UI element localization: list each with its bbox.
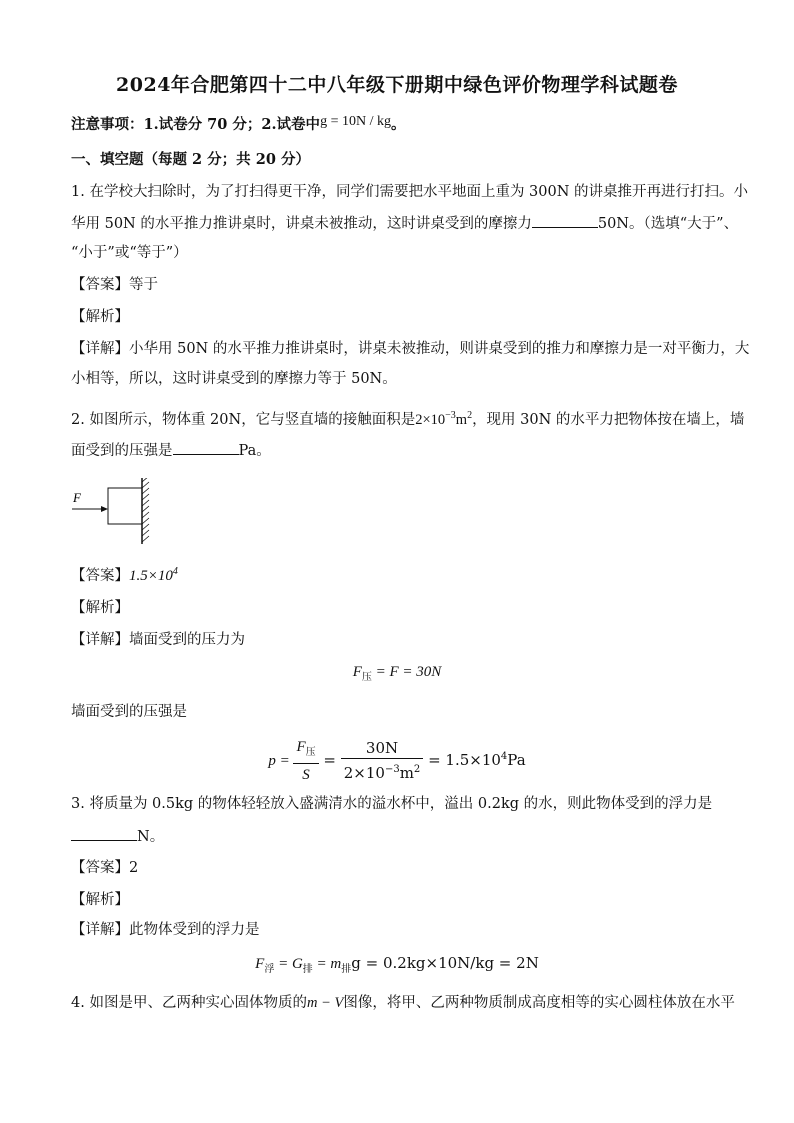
answer-label: 【答案】: [71, 860, 129, 876]
q4-mv: m − V: [306, 995, 344, 1011]
block: [108, 488, 142, 524]
notice-text: 1.试卷分 70 分；2.试卷中: [143, 116, 321, 133]
q2-figure: [70, 478, 160, 548]
q2-line1-a: 2. 如图所示，物体重 20N，它与竖直墙的接触面积是: [71, 411, 416, 428]
notice-line: [71, 112, 405, 135]
section-heading: 一、填空题（每题 2 分；共 20 分）: [71, 151, 310, 168]
q2-answer-value: $1.5\times 10^4$: [129, 566, 178, 584]
q1-analysis-label: 【解析】: [71, 309, 129, 325]
q2-line1-b: ，现用 30N 的水平力把物体按在墙上，墙: [472, 411, 745, 428]
force-arrowhead-icon: [101, 506, 108, 512]
notice-end: 。: [390, 116, 406, 133]
q2-answer-blank: [173, 440, 239, 455]
q2-detail1-text: 墙面受到的压力为: [129, 632, 245, 648]
q2-detail1: [71, 630, 245, 650]
q3-answer: [71, 858, 138, 878]
q1-answer: [71, 275, 158, 295]
q3-answer-blank: [71, 826, 137, 841]
q2-detail2: 墙面受到的压强是: [71, 704, 187, 720]
q3-line2-text: N。: [137, 829, 165, 845]
q3-line2: [71, 826, 164, 847]
q2-analysis-label: 【解析】: [71, 600, 129, 616]
q2-line2: [71, 440, 271, 461]
q3-detail1-text: 此物体受到的浮力是: [129, 922, 260, 938]
q4-line1-a: 4. 如图是甲、乙两种实心固体物质的: [71, 995, 307, 1011]
q2-equation1: $F_压 = F = 30N$: [352, 664, 442, 683]
notice-formula: g = 10N / kg: [320, 114, 391, 129]
q3-analysis-label: 【解析】: [71, 892, 129, 908]
q1-detail2: 小相等，所以，这时讲桌受到的摩擦力等于 50N。: [71, 371, 397, 387]
q1-line2: [71, 213, 738, 234]
q4-line1-b: 图像，将甲、乙两种物质制成高度相等的实心圆柱体放在水平: [343, 995, 735, 1011]
q2-line2-a: 面受到的压强是: [71, 443, 173, 459]
detail-label: 【详解】: [71, 341, 129, 357]
detail-label: 【详解】: [71, 922, 129, 938]
q2-equation2: p = $\frac{F_压}{S}$ = $\frac{30N}{2\times 10^{-3}m^2}$ = $1.5\times 10^4Pa$: [0, 736, 794, 786]
q3-equation: $F_浮 = G_排 = m_排g = 0.2kg\times 10N/kg = 2N$: [255, 954, 539, 975]
q2-line2-b: Pa。: [238, 443, 271, 459]
answer-label: 【答案】: [71, 568, 129, 584]
q2-line1: [71, 406, 744, 430]
wall-hatching: [142, 478, 149, 542]
force-label: F: [73, 490, 81, 505]
q3-line1: 3. 将质量为 0.5kg 的物体轻轻放入盛满清水的溢水杯中，溢出 0.2kg 的水，则此物体受到的浮力是: [71, 796, 713, 812]
answer-label: 【答案】: [71, 277, 129, 293]
q1-line3: “小于”或“等于”）: [71, 245, 188, 261]
q1-detail1-text: 小华用 50N 的水平推力推讲桌时，讲桌未被推动，则讲桌受到的推力和摩擦力是一对平衡力，大: [129, 341, 750, 357]
q1-answer-blank: [532, 213, 598, 228]
q3-answer-value: 2: [129, 860, 139, 876]
q1-line2-b: 50N。（选填“大于”、: [597, 216, 739, 232]
notice-label: 注意事项：: [71, 116, 144, 133]
q4-line1: [71, 993, 735, 1013]
q2-area: $2\times 10^{-3}m^2$: [415, 410, 473, 428]
q1-detail1: [71, 339, 749, 359]
q1-answer-value: 等于: [129, 277, 158, 293]
q1-line2-a: 华用 50N 的水平推力推讲桌时，讲桌未被推动，这时讲桌受到的摩擦力: [71, 216, 532, 232]
q3-detail1: [71, 920, 260, 940]
page-title: 2024年合肥第四十二中八年级下册期中绿色评价物理学科试题卷: [116, 74, 678, 96]
detail-label: 【详解】: [71, 632, 129, 648]
q2-answer: [71, 562, 178, 586]
q1-line1: 1. 在学校大扫除时，为了打扫得更干净，同学们需要把水平地面上重为 300N 的讲桌推开再进行打扫。小: [71, 184, 749, 200]
